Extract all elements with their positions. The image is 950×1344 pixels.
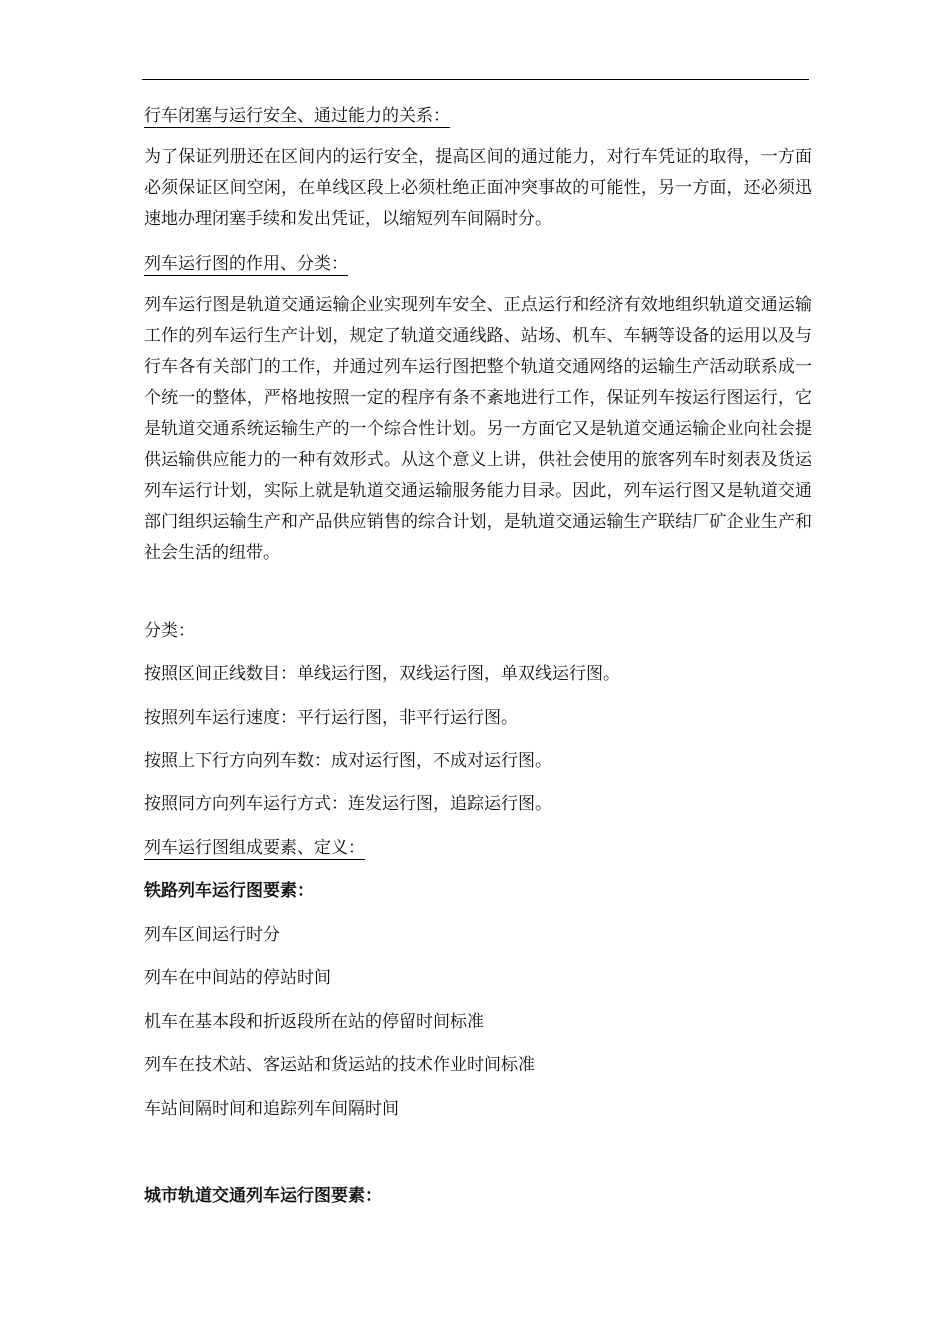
rail-elements-heading: 铁路列车运行图要素： bbox=[144, 881, 314, 901]
list-item: 机车在基本段和折返段所在站的停留时间标准 bbox=[144, 1012, 484, 1032]
paragraph-block-safety: 为了保证列册还在区间内的运行安全，提高区间的通过能力，对行车凭证的取得，一方面必须保证区间空闲，在单线区段上必须杜绝正面冲突事故的可能性，另一方面，还必须迅速地办理闭塞手续和发出凭证，以缩短列车间隔时分。 bbox=[144, 147, 812, 229]
section-heading: 行车闭塞与运行安全、通过能力的关系： bbox=[144, 106, 450, 126]
section-heading: 列车运行图组成要素、定义： bbox=[144, 838, 365, 858]
paragraph-timetable-role: 列车运行图是轨道交通运输企业实现列车安全、正点运行和经济有效地组织轨道交通运输工作的列车运行生产计划，规定了轨道交通线路、站场、机车、车辆等设备的运用以及与行车各有关部门的工作，并通过列车运行图把整个轨道交通网络的运输生产活动联系成一个统一的整体，严格地按照一定的程序有条不紊地进行工作，保证列车按运行图运行，它是轨道交通系统运输生产的一个综合性计划。另一方面它又是轨道交通运输企业向社会提供运输供应能力的一种有效形式。从这个意义上讲，供社会使用的旅客列车时刻表及货运列车运行计划，实际上就是轨道交通运输服务能力目录。因此，列车运行图又是轨道交通部门组织运输生产和产品供应销售的综合计划，是轨道交通运输生产联结厂矿企业生产和社会生活的纽带。 bbox=[144, 295, 812, 563]
list-item: 按照区间正线数目：单线运行图，双线运行图，单双线运行图。 bbox=[144, 664, 620, 684]
list-item: 车站间隔时间和追踪列车间隔时间 bbox=[144, 1099, 399, 1119]
list-item: 列车在中间站的停站时间 bbox=[144, 968, 331, 988]
list-item: 按照列车运行速度：平行运行图，非平行运行图。 bbox=[144, 708, 518, 728]
list-item: 按照上下行方向列车数：成对运行图，不成对运行图。 bbox=[144, 751, 552, 771]
section-heading: 列车运行图的作用、分类： bbox=[144, 254, 348, 274]
header-rule bbox=[142, 79, 809, 80]
classify-label: 分类： bbox=[144, 621, 195, 641]
list-item: 按照同方向列车运行方式：连发运行图，追踪运行图。 bbox=[144, 794, 552, 814]
list-item: 列车区间运行时分 bbox=[144, 925, 280, 945]
section-heading-block-timetable bbox=[144, 256, 348, 276]
list-item: 列车在技术站、客运站和货运站的技术作业时间标准 bbox=[144, 1055, 535, 1075]
section-heading-block-elements bbox=[144, 840, 365, 860]
section-heading-block-safety bbox=[144, 108, 450, 128]
urban-elements-heading: 城市轨道交通列车运行图要素： bbox=[144, 1186, 382, 1206]
